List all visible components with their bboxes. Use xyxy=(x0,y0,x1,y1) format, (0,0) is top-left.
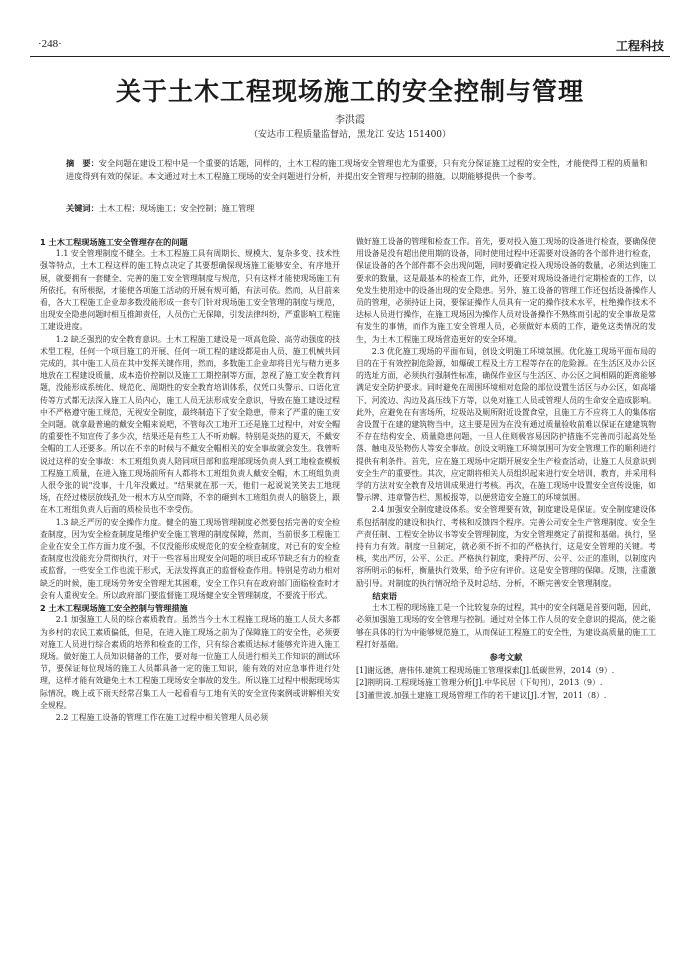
abstract-text: 安全问题在建设工程中是一个重要的话题，同样的，土木工程的施工现场安全管理也尤为重要，只有充分保证施工过程的安全性，才能使得工程的质量和进度得到有效的保证。本文通过对土木工程施工现场的安全问题进行分析，并提出安全管理与控制的措施，以期能够提供一个参考。 xyxy=(66,158,648,181)
paragraph: 1.1 安全管理制度不健全。土木工程施工具有周期长、规模大、复杂多变、技术性强等特点，土木工程这样的施工特点决定了其要想确保现场施工能够安全、有序地开展，就要拥有一套健全、完善的施工安全管理制度与规范，只有这样才能使现场施工有所依托，有所根据，才能使各项施工活动的开展有规可循，有法可依。然而，从目前来看，各大工程施工企业却多数没能形成一套专门针对现场施工安全管理的制度与规范，出现安全隐患问题时相互推卸责任，人员伤亡无保障，引发法律纠纷，严重影响工程施工建设进度。 xyxy=(40,249,340,332)
column-left xyxy=(40,236,340,724)
paragraph: 2.3 优化施工现场的平面布局，创设文明施工环境氛围。优化施工现场平面布局的目的在于有效控制危险源，如爆破工程及土方工程等存在的危险源。在生活区及办公区的选址方面，必须执行强制性标准，确保作业区与生活区、办公区之间相隔的距离能够满足安全防护要求。同时避免在周围环境相对危险的部位设置生活区与办公区，如高墙下、河流边、沟边及高压线下方等，以免对施工人员或管理人员的生命安全造成影响。此外，应避免在有害场所，垃圾站及厕所附近设置食堂，且施工方不应将工人的集体宿舍设置于在建的建筑物当中，这主要是因为在没有通过质量验收前难以保证在建建筑物不存在结构安全、质量隐患问题，一旦人住则极容易因防护措施不完善而引起高处坠落、触电及坠物伤人等安全事故。创设文明施工环境氛围可为安全管理工作的顺利进行提供有利条件。首先，应在施工现场中定期开展安全生产检查活动，让施工人员意识到安全生产的重要性。其次，应定期将相关人员组织起来进行安全培训、教育，并采用科学的方法对安全教育及培训成果进行考核。再次，在施工现场中设置安全宣传设施，如警示牌、违章警告栏、黑板报等，以便营造安全施工的环境氛围。 xyxy=(356,346,656,503)
page-number: ·248· xyxy=(38,38,62,50)
paragraph: 做好施工设备的管理和检查工作。首先，要对投入施工现场的设备进行检查，要确保使用设备是没有超出使用期的设备，同时使用过程中还需要对设备的各个部件进行检查，保证设备的各个部件都不会出现问题，同时要确定投入现场设备的数量，必须达到施工要求的数量，这是最基本的检查工作，此外，还要对现场设备进行定期检查的工作，以免发生使用途中的设备出现的安全隐患。另外，施工设备的管理工作还包括设备操作人员的管理，必须持证上岗，要保证操作人员具有一定的操作技术水平，杜绝操作技术不达标人员进行操作，在施工现场因为操作人员对设备操作不熟练而引起的安全事故是常有发生的事情，而作为施工安全管理人员，必须做好本质的工作，避免这类情况的发生，为土木工程施工现场营造更好的安全环境。 xyxy=(356,237,656,344)
affiliation: （安达市工程质量监督站，黑龙江 安达 151400） xyxy=(248,130,452,140)
references-heading: 参考文献 xyxy=(489,651,523,662)
paragraph: 2.1 加强施工人员的综合素质教育。虽然当今土木工程施工现场的施工人员大多都为乡村的农民工素质偏低，但是，在进入施工现场之前为了保障施工的安全性，必须要对施工人员进行综合素质的培养和检查的工作，只有综合素质达标才能够充许进入施工现场。做好施工人员知识储备的工作，要对每一位施工人员进行相关工作知识的测试环节，要保证每位现场的施工人员都具备一定的施工知识，能有效的对应急事件进行处理，这样才能有效避免土木工程施工现场安全事故的发生。所以施工过程中根据现场实际情况，晚上或下雨天经常召集工人一起看看与工地有关的安全宣传案例或讲解相关安全规程。 xyxy=(40,615,340,710)
conclusion-heading: 结束语 xyxy=(372,590,397,601)
abstract-label: 摘 要： xyxy=(66,158,99,168)
paragraph: 2.4 加强安全制度建设体系。安全管理要有效，制度建设是保证。安全制度建设体系包括制度的建设和执行、考核和反馈四个程序。完善公司安全生产管理制度、安全生产责任制、工程安全协议书等安全管理制度，为安全管理奠定了前提和基础。执行，坚持有力有效。制度一旦制定，就必须不折不扣的严格执行，这是安全管理的关键。考核，奖出严厉，公平、公正。严格执行制度，秉持严厉、公平、公正的准则，以制度内容所明示的标杆，衡量执行效果，给予应有评价。这是安全管理的保障。反馈，注重激励引导。对制度的执行情况给予及时总结、分析，不断完善安全管理制度。 xyxy=(356,505,656,588)
section-heading-2: 2 土木工程现场施工安全控制与管理措施 xyxy=(40,603,188,614)
article-title: 关于土木工程现场施工的安全控制与管理 xyxy=(115,77,584,106)
keywords xyxy=(66,203,650,214)
abstract xyxy=(66,157,650,182)
section-heading-1: 1 土木工程现场施工安全管理存在的问题 xyxy=(40,237,188,247)
header-rule xyxy=(30,56,670,57)
journal-name: 工程科技 xyxy=(615,39,664,53)
author: 李洪霞 xyxy=(335,115,365,126)
reference-item: [1]谢远德，唐伟伟.建筑工程现场施工管理探索[J].低碳世界，2014（9）. xyxy=(356,666,615,676)
reference-item: [2]荆明岗.工程现场施工管理分析[J].中华民居（下旬刊），2013（9）. xyxy=(356,678,603,688)
references xyxy=(356,665,656,702)
paragraph: 2.2 工程施工设备的管理工作在施工过程中相关管理人员必须 xyxy=(55,712,269,722)
column-right xyxy=(356,236,656,702)
keywords-label: 关键词： xyxy=(66,203,99,213)
reference-item: [3]董世波.加强土建施工现场管理工作的若干建议[J].才智，2011（8）. xyxy=(356,690,607,700)
keywords-text: 土木工程；现场施工；安全控制；施工管理 xyxy=(98,203,255,213)
paragraph: 土木工程的现场施工是一个比较复杂的过程，其中的安全问题是首要问题，因此，必须加强施工现场的安全管理与控制。通过对全体工作人员的安全意识的提高，使之能够在具体的行为中能够规范施工，从而保证工程施工的安全性，为建设高质量的施工工程打好基础。 xyxy=(356,603,656,649)
paragraph: 1.3 缺乏严厉的安全操作力度。健全的施工现场管理制度必然要包括完善的安全检查制度，因为安全检查制度是维护安全施工管理的制度保障，然而，当前很多工程施工企业在安全工作方面力度不强，不仅没能形成规范化的安全检查制度，对已有的安全检查制度也没能充分贯彻执行，对于一些容易出现安全问题的项目或环节缺乏有力的检查或监督，一些安全工作也流于形式，无法发挥真正的监督检查作用。特别是劳动力相对缺乏的时候，施工现场劳务安全管理尤其困难，安全工作只有在政府部门面临检查时才会有人重视安全。所以政府部门要监督施工现场健全安全管理制度，不要流于形式。 xyxy=(40,517,340,600)
paragraph: 1.2 缺乏强烈的安全教育意识。土木工程施工建设是一项高危险、高劳动强度的技术型工程，任何一个项目施工的开展、任何一项工程的建设都是由人员、施工机械共同完成的，其中施工人员在其中发挥关键作用，然而，多数施工企业却将目光与精力更多地放在工程建设质量、成本造价控制以及施工工期控制等方面，忽视了施工安全教育问题，没能形成系统化、规范化、周期性的安全教育培训体系，仅凭口头警示、口语化宣传等方式都无法深入施工人员内心，施工人员无法形成安全意识，导致在施工建设过程中不严格遵守施工规范，无视安全制度，最终制造下了安全隐患，带来了严重的施工安全问题。就拿最普遍的戴安全帽来说吧，不管每次工地开工还是施工过程中，对安全帽的重要性不知宣传了多少次，结果还是有些工人不听劝解。特别是炎热的夏天，不戴安全帽的工人还要多。所以在不幸的时候与不戴安全帽相关的安全事故就会发生。我曾听说过这样的安全事故：木工班组负责人陪同项目部和监理部现场负责人到工地检查模板工程施工质量，在进入施工现场前所有人都将木工班组负责人戴安全帽，木工班组负责人很令张的说"没事，十几年没戴过。"结果就在那一天，他们一起说说笑笑去工地现场，在经过楼层放线孔处一根木方从空而降，不幸的砸到木工班组负责人的脑袋上，跟在木工班组负责人后面的质检员也不幸受伤。 xyxy=(40,334,340,515)
